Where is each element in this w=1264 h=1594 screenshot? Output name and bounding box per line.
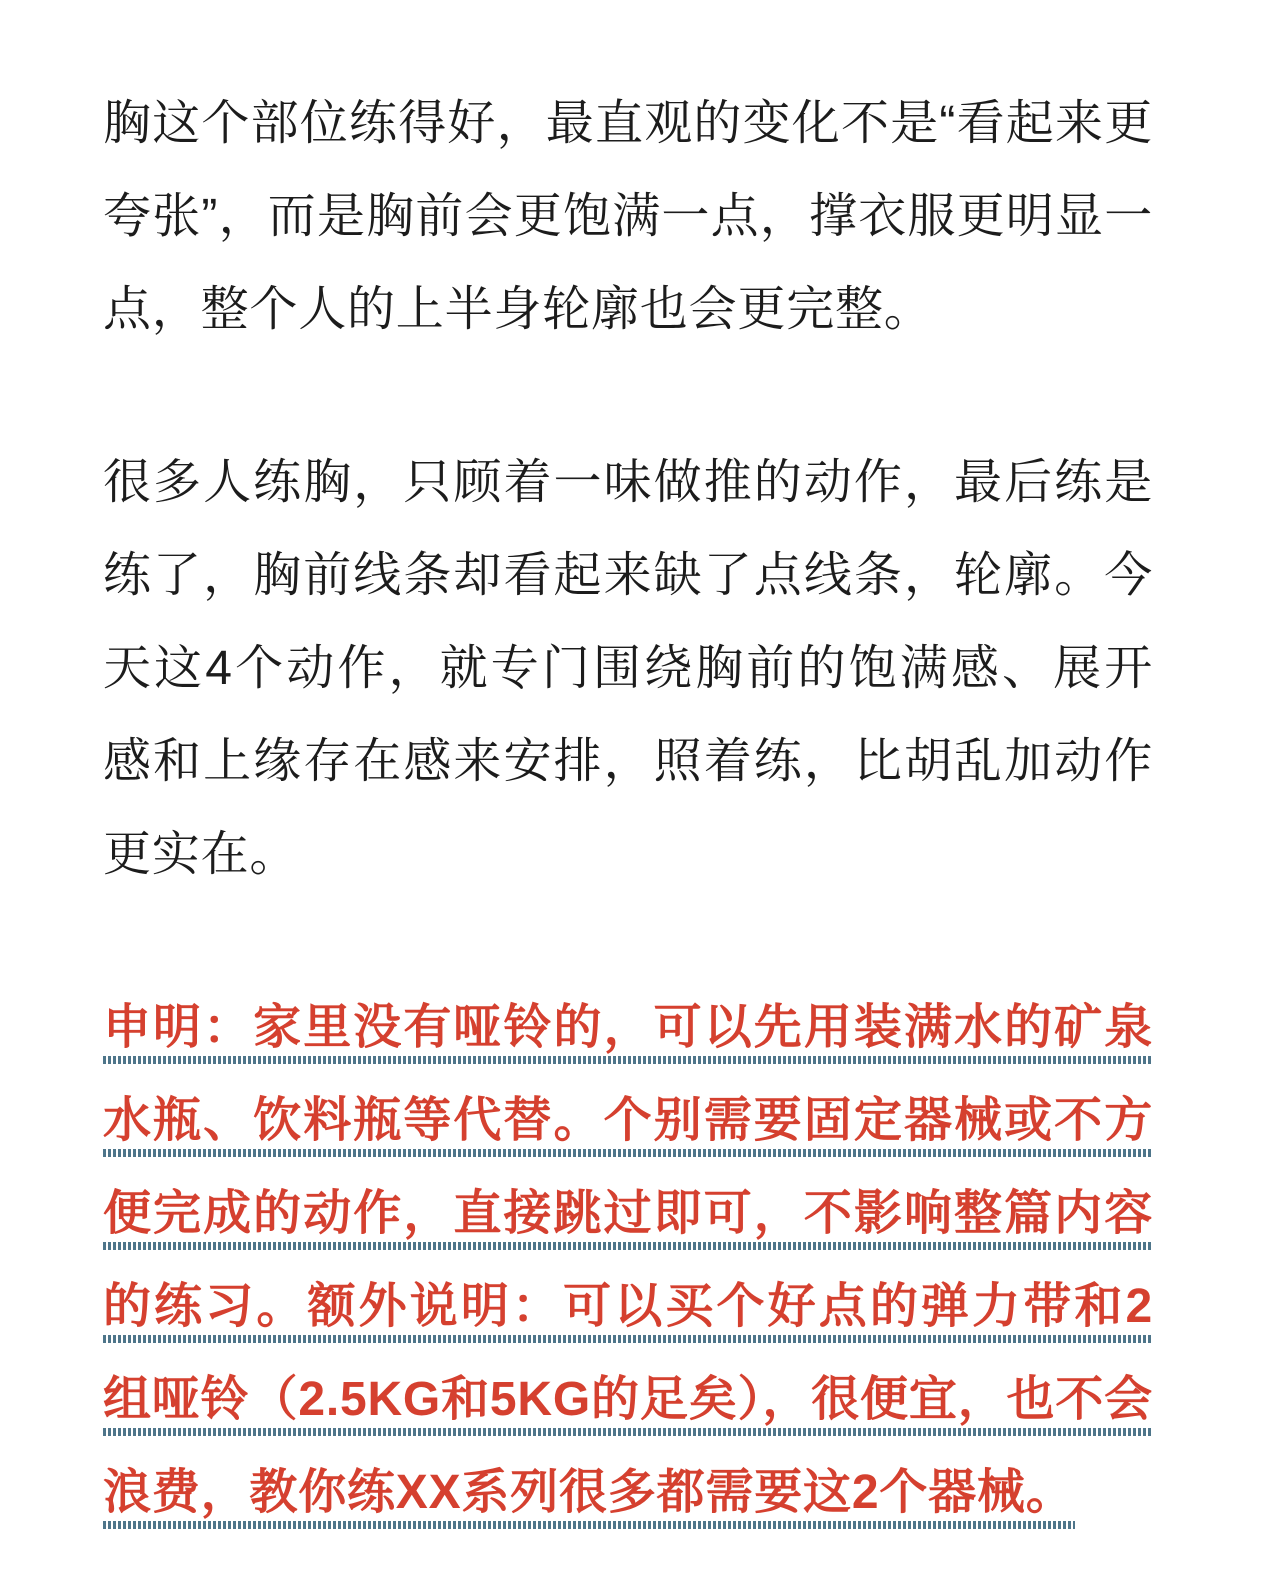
notice-paragraph [103, 981, 1153, 1539]
notice-text: 申明：家里没有哑铃的，可以先用装满水的矿泉水瓶、饮料瓶等代替。个别需要固定器械或不方便完成的动作，直接跳过即可，不影响整篇内容的练习。额外说明：可以买个好点的弹力带和2组哑铃（2.5KG和5KG的足矣），很便宜，也不会浪费，教你练XX系列很多都需要这2个器械。 [103, 1001, 1153, 1529]
article-paragraph-2: 很多人练胸，只顾着一味做推的动作，最后练是练了，胸前线条却看起来缺了点线条，轮廓。今天这4个动作，就专门围绕胸前的饱满感、展开感和上缘存在感来安排，照着练，比胡乱加动作更实在。 [103, 456, 1153, 881]
article-paragraph-1: 胸这个部位练得好，最直观的变化不是“看起来更夸张”，而是胸前会更饱满一点，撑衣服更明显一点，整个人的上半身轮廓也会更完整。 [103, 97, 1153, 336]
